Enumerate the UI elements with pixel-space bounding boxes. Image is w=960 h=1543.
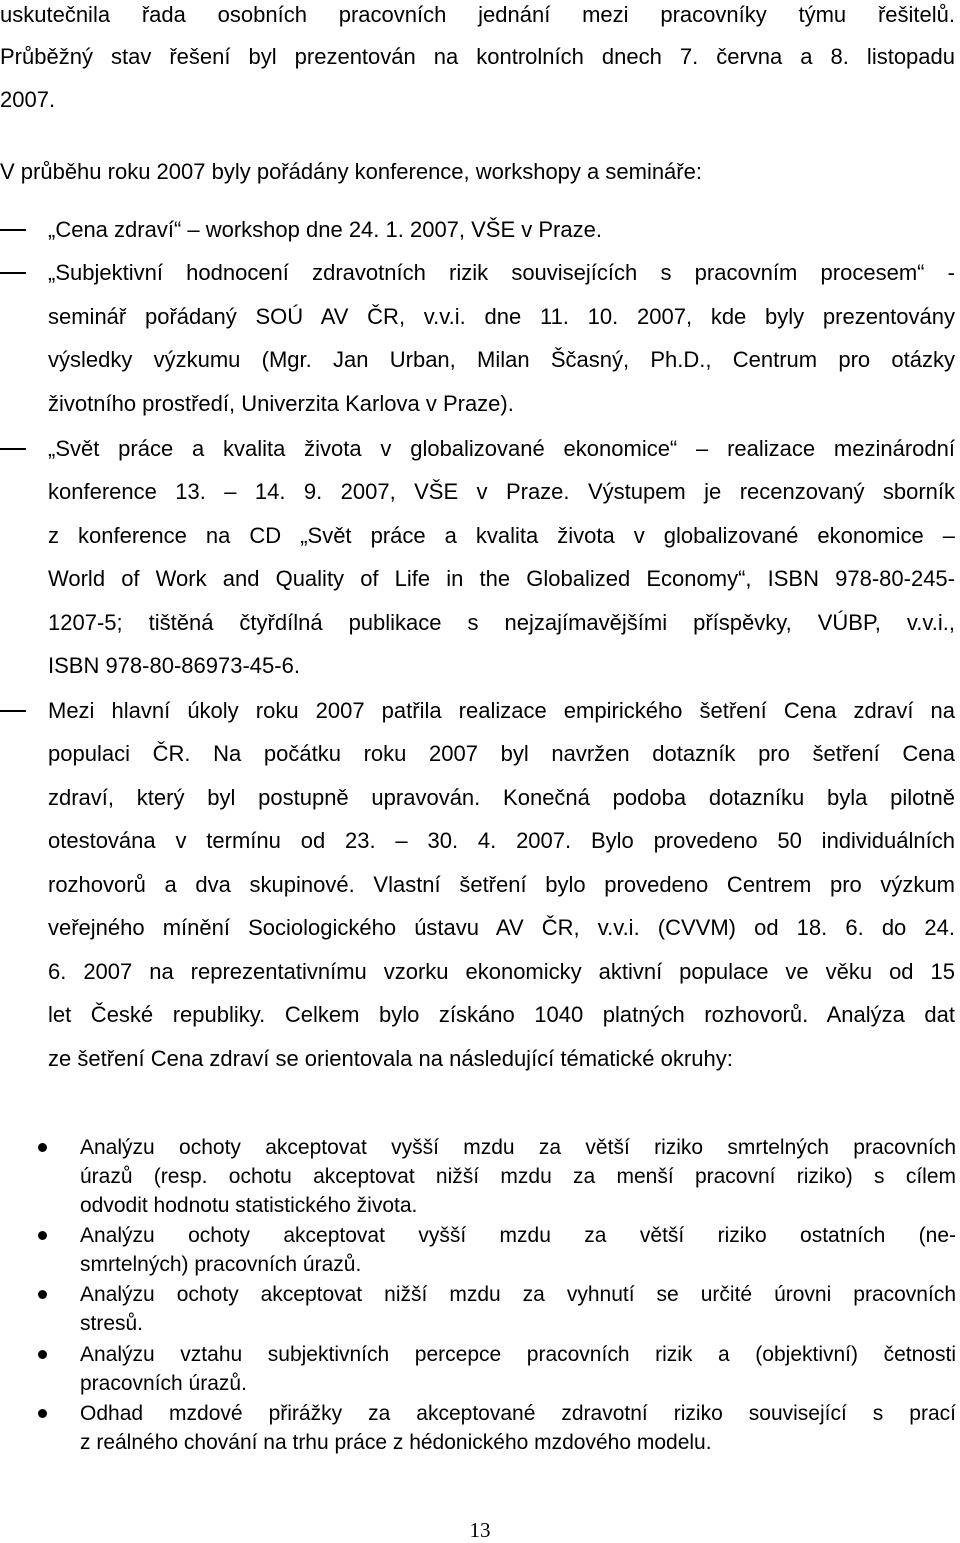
paragraph-line: 2007. <box>0 87 56 112</box>
dash-item-line: „Svět práce a kvalita života v globalizované ekonomice“ – realizace mezinárodní <box>48 436 955 461</box>
bullet-item-line: odvodit hodnotu statistického života. <box>80 1194 418 1217</box>
page-number: 13 <box>469 1518 491 1542</box>
paragraph-line: Průběžný stav řešení byl prezentován na kontrolních dnech 7. června a 8. listopadu <box>0 44 955 69</box>
bullet-item-line: úrazů (resp. ochotu akceptovat nižší mzdu za menší pracovní riziko) s cílem <box>80 1165 956 1188</box>
dash-marker <box>0 696 26 726</box>
dash-item-line: konference 13. – 14. 9. 2007, VŠE v Praze. Výstupem je recenzovaný sborník <box>48 479 955 504</box>
dash-item-line: seminář pořádaný SOÚ AV ČR, v.v.i. dne 11. 10. 2007, kde byly prezentovány <box>48 304 955 329</box>
dash-marker <box>0 434 26 464</box>
dash-marker <box>0 215 26 245</box>
dash-item-line: let České republiky. Celkem bylo získáno 1040 platných rozhovorů. Analýza dat <box>48 1002 955 1027</box>
dash-item-line: životního prostředí, Univerzita Karlova v Praze). <box>48 391 514 416</box>
dash-item-line: populaci ČR. Na počátku roku 2007 byl navržen dotazník pro šetření Cena <box>48 741 955 766</box>
dash-item-line: veřejného mínění Sociologického ústavu AV ČR, v.v.i. (CVVM) od 18. 6. do 24. <box>48 915 955 940</box>
dash-item-line: výsledky výzkumu (Mgr. Jan Urban, Milan Ščasný, Ph.D., Centrum pro otázky <box>48 347 955 372</box>
bullet-item-line: Odhad mzdové přirážky za akceptované zdravotní riziko související s prací <box>80 1402 956 1425</box>
dash-item-line: 6. 2007 na reprezentativnímu vzorku ekonomicky aktivní populace ve věku od 15 <box>48 959 955 984</box>
intro-text: V průběhu roku 2007 byly pořádány konference, workshopy a semináře: <box>0 159 702 184</box>
bullet-item-line: Analýzu ochoty akceptovat vyšší mzdu za větší riziko ostatních (ne- <box>80 1224 956 1247</box>
dash-item-line: ISBN 978-80-86973-45-6. <box>48 653 300 678</box>
dash-item-line: World of Work and Quality of Life in the Globalized Economy“, ISBN 978-80-245- <box>48 566 955 591</box>
bullet-marker <box>38 1409 47 1418</box>
dash-item-line: „Subjektivní hodnocení zdravotních rizik souvisejících s pracovním procesem“ - <box>48 260 955 285</box>
bullet-item-line: Analýzu ochoty akceptovat vyšší mzdu za větší riziko smrtelných pracovních <box>80 1136 956 1159</box>
dash-item-line: Mezi hlavní úkoly roku 2007 patřila realizace empirického šetření Cena zdraví na <box>48 698 955 723</box>
dash-item-line: 1207-5; tištěná čtyřdílná publikace s nejzajímavějšími příspěvky, VÚBP, v.v.i., <box>48 610 955 635</box>
bullet-item-line: smrtelných) pracovních úrazů. <box>80 1253 362 1276</box>
bullet-marker <box>38 1231 47 1240</box>
dash-item-line: rozhovorů a dva skupinové. Vlastní šetření bylo provedeno Centrem pro výzkum <box>48 872 955 897</box>
dash-item-line: z konference na CD „Svět práce a kvalita života v globalizované ekonomice – <box>48 523 955 548</box>
dash-item-line: zdraví, který byl postupně upravován. Konečná podoba dotazníku byla pilotně <box>48 785 955 810</box>
dash-item-line: ze šetření Cena zdraví se orientovala na následující tématické okruhy: <box>48 1046 733 1071</box>
dash-item-line: otestována v termínu od 23. – 30. 4. 2007. Bylo provedeno 50 individuálních <box>48 828 955 853</box>
bullet-item-line: Analýzu vztahu subjektivních percepce pracovních rizik a (objektivní) četnosti <box>80 1343 956 1366</box>
bullet-marker <box>38 1143 47 1152</box>
dash-item-line: „Cena zdraví“ – workshop dne 24. 1. 2007, VŠE v Praze. <box>48 217 602 242</box>
bullet-marker <box>38 1350 47 1359</box>
bullet-item-line: z reálného chování na trhu práce z hédonického mzdového modelu. <box>80 1431 712 1454</box>
bullet-item-line: pracovních úrazů. <box>80 1372 247 1395</box>
bullet-marker <box>38 1290 47 1299</box>
bullet-item-line: Analýzu ochoty akceptovat nižší mzdu za vyhnutí se určité úrovni pracovních <box>80 1283 956 1306</box>
dash-marker <box>0 258 26 288</box>
paragraph-line: uskutečnila řada osobních pracovních jednání mezi pracovníky týmu řešitelů. <box>0 2 955 27</box>
bullet-item-line: stresů. <box>80 1312 144 1335</box>
